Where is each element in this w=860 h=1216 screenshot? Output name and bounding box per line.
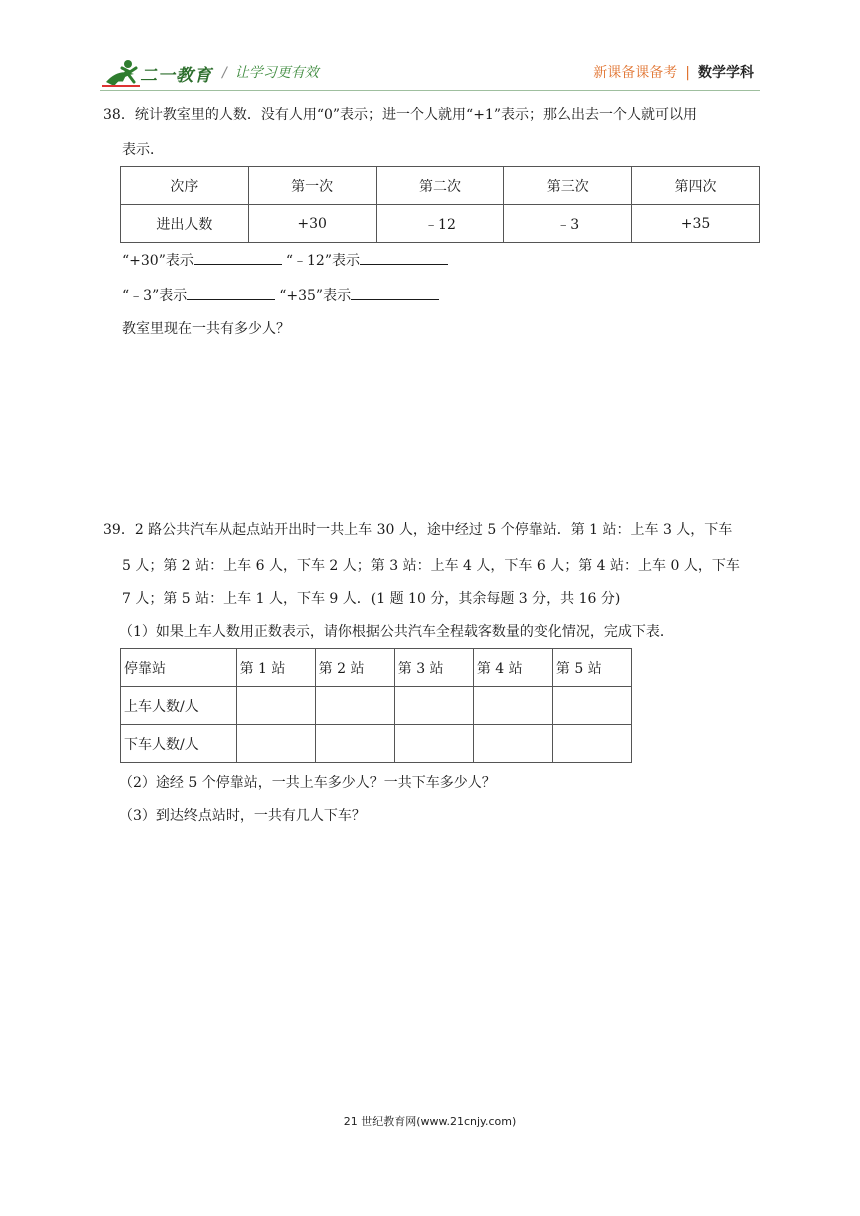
q39-table	[120, 648, 632, 763]
fill-label: “﹣12”表示	[285, 253, 360, 269]
answer-cell[interactable]	[473, 725, 552, 763]
page-header	[0, 0, 860, 90]
q38-question: 教室里现在一共有多少人？	[122, 321, 290, 337]
table-cell: 第二次	[376, 167, 504, 205]
table-header-row	[121, 649, 632, 687]
table-cell: ﹣3	[504, 205, 632, 243]
logo-text: 二一教育	[140, 66, 212, 86]
table-cell: ﹣12	[376, 205, 504, 243]
answer-blank[interactable]	[194, 250, 282, 265]
header-right	[593, 62, 754, 82]
table-cell: 第 5 站	[552, 649, 631, 687]
answer-cell[interactable]	[315, 687, 394, 725]
q39-line3: 7 人；第 5 站：上车 1 人，下车 9 人．(1 题 10 分，其余每题 3 分，共 16 分)	[122, 591, 621, 607]
header-divider	[100, 90, 760, 91]
table-cell: 停靠站	[121, 649, 237, 687]
q38-line2: 表示．	[122, 142, 164, 158]
answer-cell[interactable]	[236, 687, 315, 725]
table-row	[121, 687, 632, 725]
fill-label: “+35”表示	[279, 288, 352, 304]
table-cell: +30	[248, 205, 376, 243]
table-row	[121, 725, 632, 763]
answer-blank[interactable]	[360, 250, 448, 265]
table-cell: 第三次	[504, 167, 632, 205]
answer-blank[interactable]	[187, 285, 275, 300]
q39-sub1: （1）如果上车人数用正数表示，请你根据公共汽车全程载客数量的变化情况，完成下表．	[119, 624, 674, 640]
answer-cell[interactable]	[315, 725, 394, 763]
answer-cell[interactable]	[394, 725, 473, 763]
fill-label: “﹣3”表示	[122, 288, 188, 304]
table-cell: 第一次	[248, 167, 376, 205]
answer-blank[interactable]	[351, 285, 439, 300]
table-cell: 第四次	[632, 167, 760, 205]
table-cell: +35	[632, 205, 760, 243]
table-cell: 第 3 站	[394, 649, 473, 687]
q38-fill-row2	[122, 285, 443, 306]
table-cell: 次序	[121, 167, 249, 205]
table-header-row	[121, 167, 760, 205]
answer-cell[interactable]	[236, 725, 315, 763]
q39-line2: 5 人；第 2 站：上车 6 人，下车 2 人；第 3 站：上车 4 人，下车 6 人；第 4 站：上车 0 人，下车	[122, 558, 740, 574]
table-cell: 第 4 站	[473, 649, 552, 687]
header-slogan: / 让学习更有效	[222, 65, 319, 81]
table-cell: 下车人数/人	[121, 725, 237, 763]
q38-table	[120, 166, 760, 243]
slogan-text: 让学习更有效	[234, 65, 319, 81]
table-cell: 第 2 站	[315, 649, 394, 687]
answer-cell[interactable]	[552, 725, 631, 763]
answer-cell[interactable]	[394, 687, 473, 725]
q39-sub2: （2）途经 5 个停靠站，一共上车多少人？一共下车多少人？	[119, 775, 496, 791]
table-cell: 上车人数/人	[121, 687, 237, 725]
header-subject: 数学学科	[698, 65, 754, 81]
answer-cell[interactable]	[552, 687, 631, 725]
table-row	[121, 205, 760, 243]
page-footer: 21 世纪教育网(www.21cnjy.com)	[343, 1115, 517, 1128]
table-cell: 进出人数	[121, 205, 249, 243]
q39-sub3: （3）到达终点站时，一共有几人下车？	[119, 808, 366, 824]
answer-cell[interactable]	[473, 687, 552, 725]
table-cell: 第 1 站	[236, 649, 315, 687]
q38-fill-row1	[122, 250, 452, 271]
q38-line1: 38．统计教室里的人数．没有人用“0”表示；进一个人就用“+1”表示；那么出去一个人就可以用	[103, 107, 697, 123]
q39-line1: 39．2 路公共汽车从起点站开出时一共上车 30 人，途中经过 5 个停靠站．第 1 站：上车 3 人，下车	[103, 522, 733, 538]
header-section: 新课备课备考	[593, 65, 678, 81]
header-separator: |	[685, 65, 690, 81]
fill-label: “+30”表示	[122, 253, 194, 269]
